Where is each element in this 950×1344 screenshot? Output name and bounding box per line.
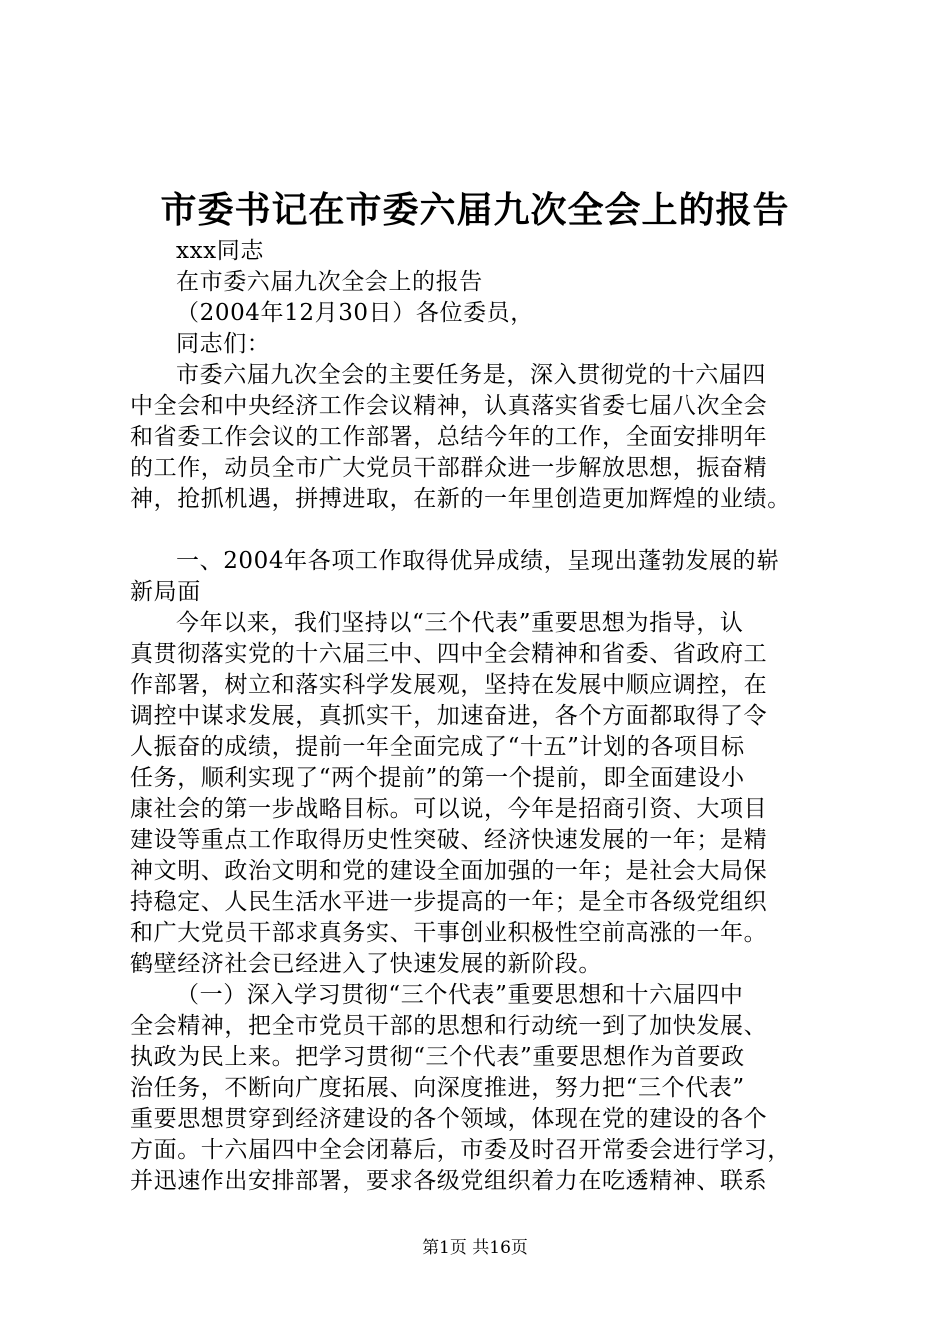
text-line: 康社会的第一步战略目标。可以说，今年是招商引资、大项目 xyxy=(130,796,768,822)
text-line: 全会精神，把全市党员干部的思想和行动统一到了加快发展、 xyxy=(130,1013,768,1039)
text-line: 人振奋的成绩，提前一年全面完成了“十五”计划的各项目标 xyxy=(130,734,745,760)
text-line: 任务，顺利实现了“两个提前”的第一个提前，即全面建设小 xyxy=(130,765,745,791)
text-line: 和省委工作会议的工作部署，总结今年的工作，全面安排明年 xyxy=(130,424,768,450)
page-footer: 第1页 共16页 xyxy=(422,1238,528,1258)
text-line: 治任务，不断向广度拓展、向深度推进，努力把“三个代表” xyxy=(130,1075,745,1101)
text-line: 调控中谋求发展，真抓实干，加速奋进，各个方面都取得了令 xyxy=(130,703,768,729)
text-line: 真贯彻落实党的十六届三中、四中全会精神和省委、省政府工 xyxy=(130,641,768,667)
text-line: 和广大党员干部求真务实、干事创业积极性空前高涨的一年。 xyxy=(130,920,768,946)
text-line: 中全会和中央经济工作会议精神，认真落实省委七届八次全会 xyxy=(130,393,768,419)
text-line: 在市委六届九次全会上的报告 xyxy=(176,269,483,295)
text-line: 并迅速作出安排部署，要求各级党组织着力在吃透精神、联系 xyxy=(130,1168,768,1194)
text-line: 鹤壁经济社会已经进入了快速发展的新阶段。 xyxy=(130,951,602,977)
text-line: 方面。十六届四中全会闭幕后，市委及时召开常委会进行学习， xyxy=(130,1137,791,1163)
text-line: xxx同志 xyxy=(176,238,264,264)
text-line: 执政为民上来。把学习贯彻“三个代表”重要思想作为首要政 xyxy=(130,1044,745,1070)
text-line: 神文明、政治文明和党的建设全面加强的一年；是社会大局保 xyxy=(130,858,768,884)
text-line: 同志们： xyxy=(176,331,271,357)
paragraph-spacer xyxy=(130,515,840,546)
text-line: 作部署，树立和落实科学发展观，坚持在发展中顺应调控，在 xyxy=(130,672,768,698)
text-line: 重要思想贯穿到经济建设的各个领域，体现在党的建设的各个 xyxy=(130,1106,768,1132)
text-line: 持稳定、人民生活水平进一步提高的一年；是全市各级党组织 xyxy=(130,889,768,915)
text-line: （2004年12月30日）各位委员， xyxy=(176,300,534,326)
document-body xyxy=(130,236,840,1197)
document-title: 市委书记在市委六届九次全会上的报告 xyxy=(160,189,790,231)
text-line: （一）深入学习贯彻“三个代表”重要思想和十六届四中 xyxy=(176,982,744,1008)
text-line: 一、2004年各项工作取得优异成绩，呈现出蓬勃发展的崭 xyxy=(176,548,780,574)
text-line: 的工作，动员全市广大党员干部群众进一步解放思想，振奋精 xyxy=(130,455,768,481)
text-line: 建设等重点工作取得历史性突破、经济快速发展的一年；是精 xyxy=(130,827,768,853)
text-line: 新局面 xyxy=(130,579,201,605)
text-line: 今年以来，我们坚持以“三个代表”重要思想为指导，认 xyxy=(176,610,744,636)
text-line: 神，抢抓机遇，拼搏进取，在新的一年里创造更加辉煌的业绩。 xyxy=(130,486,791,512)
text-line: 市委六届九次全会的主要任务是，深入贯彻党的十六届四 xyxy=(176,362,766,388)
